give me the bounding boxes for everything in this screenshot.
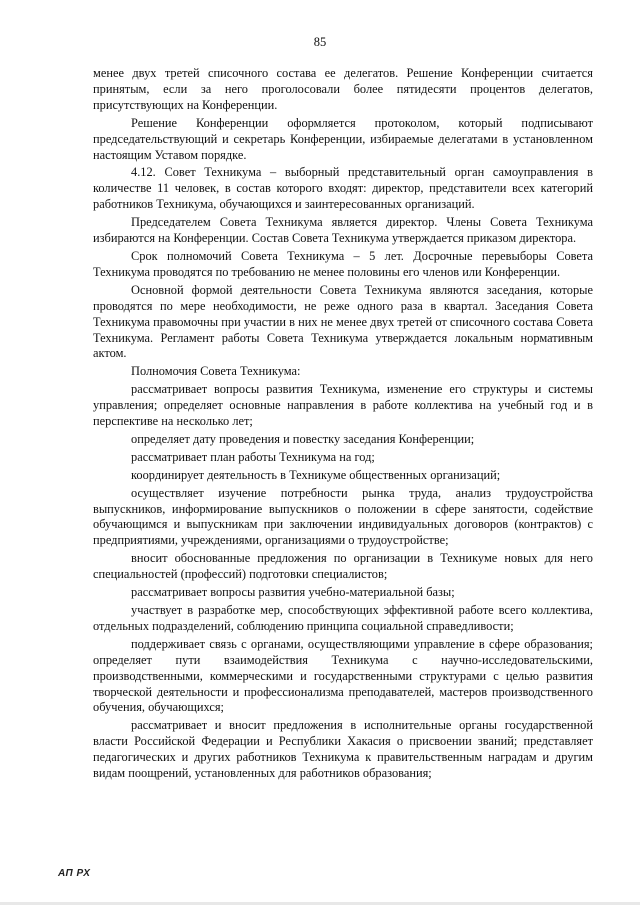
- paragraph: участвует в разработке мер, способствующих эффективной работе всего коллектива, отдельных подразделений, соблюдению принципа социальной справедливости;: [93, 603, 593, 633]
- paragraph: Председателем Совета Техникума является директор. Члены Совета Техникума избираются на Конференции. Состав Совета Техникума утверждается приказом директора.: [93, 215, 593, 246]
- paragraph: Срок полномочий Совета Техникума – 5 лет. Досрочные перевыборы Совета Техникума проводятся по требованию не менее половины его членов или Конференции.: [93, 248, 593, 279]
- paragraph: поддерживает связь с органами, осуществляющими управление в сфере образования; определяет пути взаимодействия Техникума с научно-исследовательскими, производственными, коммерческими и государственными структурами с целью развития творческой деятельности и профессионализма преподавателей, мастеров производственного обучения, обучающихся;: [93, 636, 593, 715]
- paragraph: определяет дату проведения и повестку заседания Конференции;: [131, 431, 475, 446]
- paragraph: Основной формой деятельности Совета Техникума являются заседания, которые проводятся по мере необходимости, не реже одного раза в квартал. Заседания Совета Техникума правомочны при участии в них не менее двух третей от списочного состава Совета Техникума. Регламент работы Совета Техникума утверждается локальным нормативным актом.: [93, 282, 593, 361]
- paragraph: Решение Конференции оформляется протоколом, который подписывают председательствующий и секретарь Конференции, избираемые делегатами в установленном настоящим Уставом порядке.: [93, 115, 593, 162]
- footer-mark: АП РХ: [58, 868, 91, 879]
- paragraph: осуществляет изучение потребности рынка труда, анализ трудоустройства выпускников, информирование выпускников о положении в сфере занятости, содействие обучающимся и выпускникам при заключении индивидуальных договоров (контрактов) с предприятиями, учреждениями, организациями о трудоустройстве;: [93, 485, 593, 548]
- paragraph: рассматривает вопросы развития учебно-материальной базы;: [131, 585, 455, 600]
- page-number: 85: [313, 35, 327, 49]
- paragraph: рассматривает план работы Техникума на год;: [131, 449, 375, 464]
- paragraph: вносит обоснованные предложения по организации в Техникуме новых для него специальностей (профессий) подготовки специалистов;: [93, 551, 593, 582]
- paragraph: рассматривает и вносит предложения в исполнительные органы государственной власти Российской Федерации и Республики Хакасия о присвоении званий; представляет педагогических и других работников Техникума к правительственным наградам и другим видам поощрений, установленных для работников образования;: [93, 718, 593, 781]
- paragraph: 4.12. Совет Техникума – выборный представительный орган самоуправления в количестве 11 человек, в состав которого входят: директор, представители всех категорий работников Техникума, обучающихся и заинтересованных организаций.: [93, 165, 593, 212]
- paragraph: Полномочия Совета Техникума:: [131, 364, 301, 379]
- paragraph: координирует деятельность в Техникуме общественных организаций;: [131, 467, 501, 482]
- paragraph: менее двух третей списочного состава ее делегатов. Решение Конференции считается принятым, если за него проголосовали более пятидесяти процентов делегатов, присутствующих на Конференции.: [93, 66, 593, 112]
- document-body: [93, 66, 593, 784]
- paragraph: рассматривает вопросы развития Техникума, изменение его структуры и системы управления; определяет основные направления в работе коллектива на учебный год и в перспективе на несколько лет;: [93, 382, 593, 429]
